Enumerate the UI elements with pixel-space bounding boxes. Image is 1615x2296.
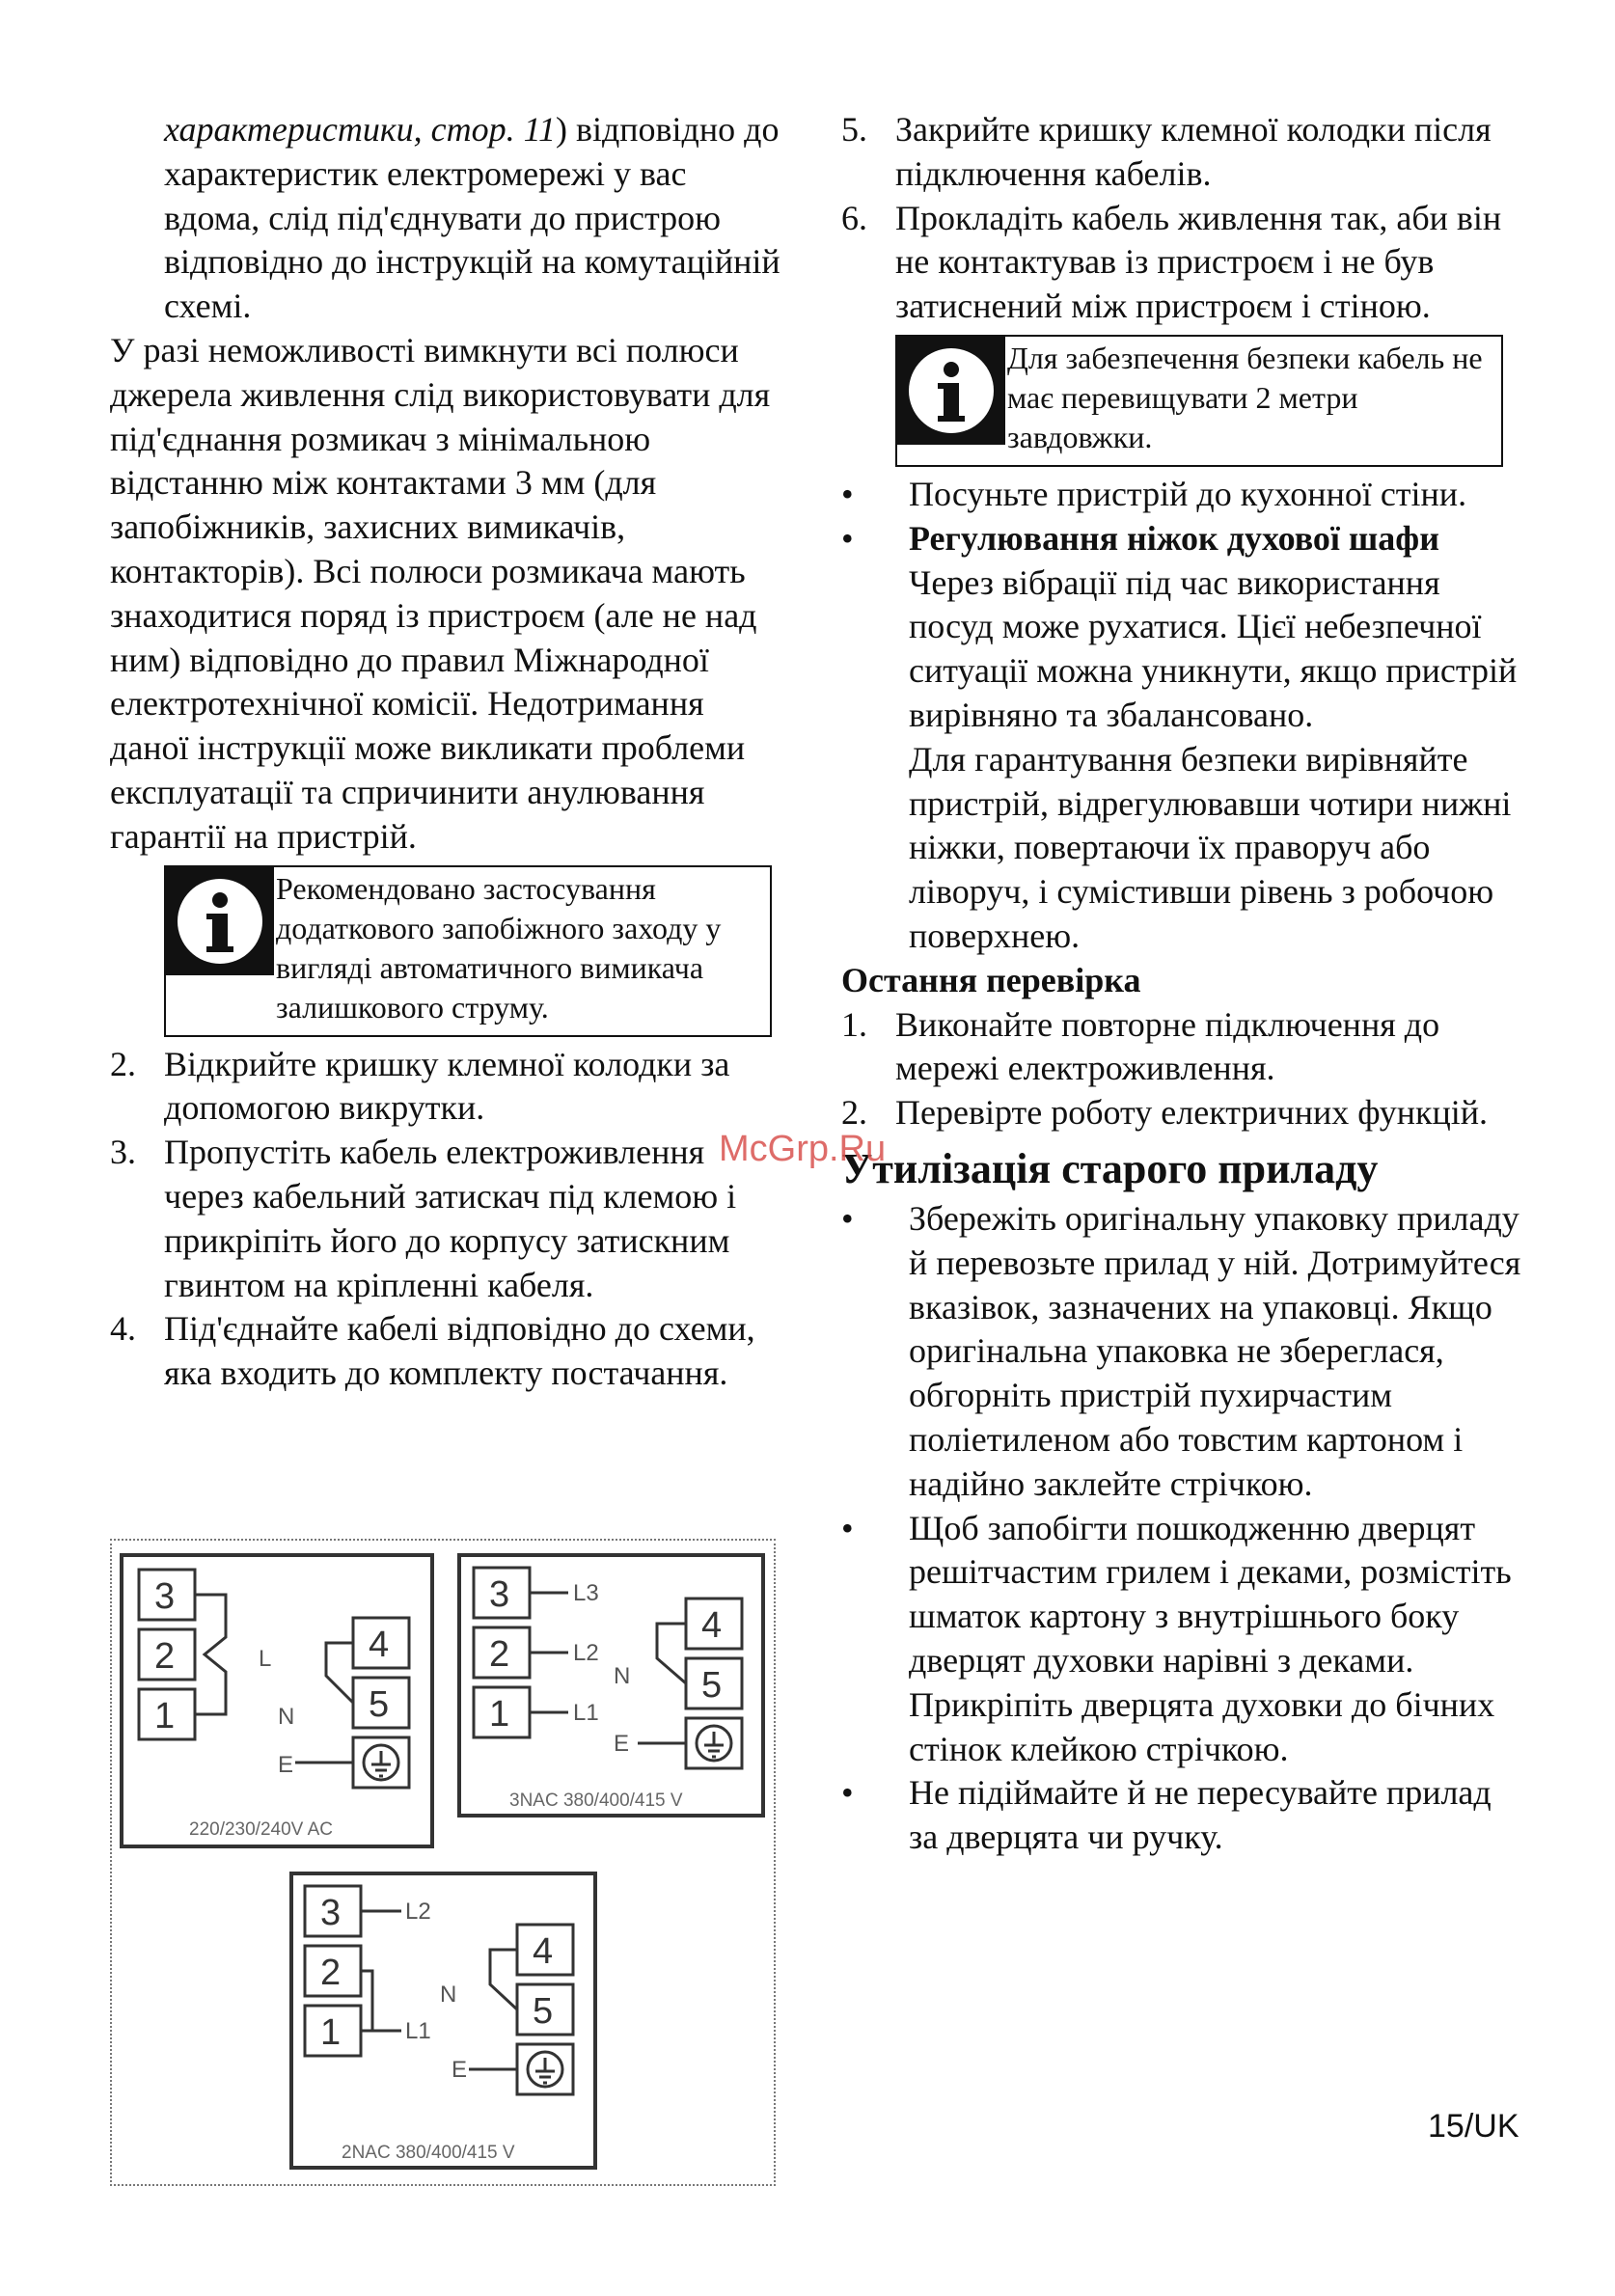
- d2-num-2: 2: [489, 1634, 510, 1675]
- step-2: 2. Відкрийте кришку клемної колодки за допомогою викрутки.: [110, 1044, 730, 1128]
- d3-num-1: 1: [320, 2012, 342, 2053]
- feet-paragraph-1: Через вібрації під час використання посуд може рухатися. Цієї небезпечної ситуації можна уникнути, якщо пристрій вирівняно та збалансовано.: [909, 562, 1518, 734]
- step-3: 3. Пропустіть кабель електроживлення через кабельний затискач під клемою і прикріпіть його до корпусу затискним гвинтом на кріпленні кабеля.: [110, 1133, 737, 1304]
- final-step-2: 2. Перевірте роботу електричних функцій.: [841, 1093, 1489, 1133]
- bullet-feet: • Регулювання ніжок духової шафи Через вібрації під час використання посуд може рухатися. Цієї небезпечної ситуації можна уникнути, якщо пристрій вирівняно та збалансовано. Для гарантування безпеки вирівняйте пристрій, відрегулювавши чотири нижні ніжки, повертаючи їх праворуч або ліворуч, і сумістивши рівень з робочою поверхнею.: [841, 517, 1526, 959]
- d2-num-5: 5: [701, 1665, 723, 1706]
- d1-label-N: N: [278, 1704, 295, 1730]
- intro-rest: відповідно до характеристик електромережі у вас вдома, слід під'єднувати до пристрою відповідно до інструкцій на комутаційній схемі.: [164, 110, 780, 326]
- step-5: 5. Закрийте кришку клемної колодки після підключення кабелів.: [841, 110, 1492, 193]
- intro-text: характеристики, стор. 11) відповідно до характеристик електромережі у вас вдома, слід під'єднувати до пристрою відповідно до інструкцій на комутаційній схемі.: [164, 110, 780, 326]
- wiring-diagram: [110, 1539, 776, 2186]
- disposal-bullet-3: • Не підіймайте й не пересувайте прилад за дверцята чи ручку.: [841, 1773, 1492, 1857]
- d2-label-L1: L1: [573, 1700, 599, 1726]
- d2-num-4: 4: [701, 1605, 723, 1646]
- disposal-bullet-1: • Збережіть оригінальну упаковку приладу й перевозьте прилад у ній. Дотримуйтеся вказівок, зазначених на упаковці. Якщо оригінальна упаковка не збереглася, обгорніть пристрій пухирчастим поліетиленом або товстим картоном і надійно заклейте стрічкою.: [841, 1198, 1521, 1503]
- disposal-heading: Утилізація старого приладу: [841, 1144, 1379, 1192]
- d2-label-N: N: [614, 1663, 631, 1689]
- d2-label-L3: L3: [573, 1580, 599, 1606]
- left-column: [110, 108, 785, 1396]
- info-text: Рекомендовано застосування додаткового запобіжного заходу у вигляді автоматичного вимикача залишкового струму.: [276, 870, 722, 1025]
- page-number: 15/UK: [1428, 2108, 1519, 2145]
- right-column: [841, 108, 1526, 1860]
- d3-label-L1: L1: [405, 2018, 431, 2044]
- d3-caption: 2NAC 380/400/415 V: [342, 2143, 515, 2163]
- d1-num-4: 4: [369, 1625, 390, 1665]
- d3-num-3: 3: [320, 1893, 342, 1933]
- d3-num-5: 5: [533, 1991, 554, 2032]
- d2-num-1: 1: [489, 1694, 510, 1735]
- d3-label-N: N: [440, 1982, 457, 2008]
- d2-label-L2: L2: [573, 1640, 599, 1666]
- d1-label-E: E: [278, 1752, 294, 1778]
- d1-caption: 220/230/240V AC: [189, 1819, 333, 1840]
- d1-label-L: L: [259, 1646, 272, 1672]
- d2-num-3: 3: [489, 1574, 510, 1615]
- bullet-wall: • Посуньте пристрій до кухонної стіни.: [841, 474, 1467, 513]
- feet-paragraph-2: Для гарантування безпеки вирівняйте пристрій, відрегулювавши чотири нижні ніжки, повертаючи їх праворуч або ліворуч, і сумістивши рівень з робочою поверхнею.: [909, 739, 1512, 955]
- disposal-bullet-2: • Щоб запобігти пошкодженню дверцят решітчастим грилем і деками, розмістіть шматок картону з внутрішнього боку дверцят духовки нарівні з деками. Прикріпіть дверцята духовки до бічних стінок клейкою стрічкою.: [841, 1508, 1512, 1768]
- d2-label-E: E: [614, 1731, 630, 1757]
- feet-title: Регулювання ніжок духової шафи: [909, 518, 1439, 558]
- d3-label-E: E: [452, 2057, 468, 2083]
- d3-num-4: 4: [533, 1931, 554, 1972]
- d3-num-2: 2: [320, 1953, 342, 1993]
- final-step-1: 1. Виконайте повторне підключення до мережі електроживлення.: [841, 1004, 1440, 1088]
- d3-label-L2: L2: [405, 1899, 431, 1925]
- info-box-rcd: [164, 865, 772, 1037]
- info-text: Для забезпечення безпеки кабель не має перевищувати 2 метри завдовжки.: [1007, 340, 1483, 454]
- d2-caption: 3NAC 380/400/415 V: [509, 1790, 683, 1811]
- step-4: 4. Під'єднайте кабелі відповідно до схеми, яка входить до комплекту постачання.: [110, 1309, 755, 1393]
- d1-num-5: 5: [369, 1684, 390, 1725]
- d1-num-2: 2: [154, 1636, 176, 1677]
- final-check-title: Остання перевірка: [841, 960, 1141, 999]
- wiring-diagram-svg: [112, 1541, 774, 2184]
- intro-italic-ref: характеристики, стор. 11: [164, 110, 556, 149]
- d1-num-1: 1: [154, 1696, 176, 1736]
- info-box-cable-length: [895, 335, 1503, 467]
- info-icon: [897, 337, 1005, 445]
- info-icon: [166, 867, 274, 975]
- watermark: McGrp.Ru: [719, 1129, 887, 1169]
- d1-num-3: 3: [154, 1576, 176, 1617]
- isolation-paragraph: У разі неможливості вимкнути всі полюси джерела живлення слід використовувати для під'єднання розмикач з мінімальною відстанню між контактами 3 мм (для запобіжників, захисних вимикачів, контакторів). Всі полюси розмикача мають знаходитися поряд із пристроєм (але не над ним) відповідно до правил Міжнародної електротехнічної комісії. Недотримання даної інструкції може викликати проблеми експлуатації та спричинити анулювання гарантії на пристрій.: [110, 330, 771, 856]
- step-6: 6. Прокладіть кабель живлення так, аби він не контактував із пристроєм і не був затиснений між пристроєм і стіною.: [841, 198, 1502, 326]
